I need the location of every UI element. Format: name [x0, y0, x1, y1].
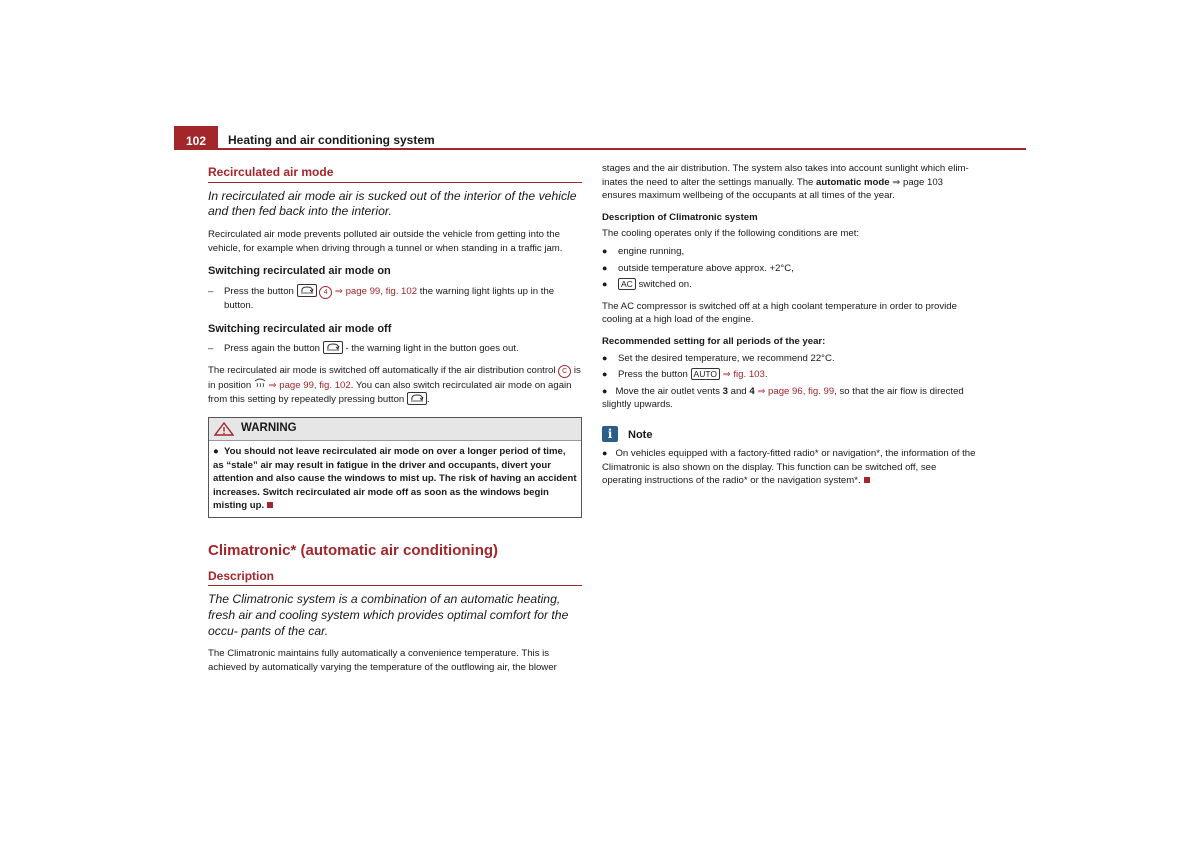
condition-item	[602, 278, 978, 292]
cont-bold: automatic mode	[816, 176, 890, 188]
note-text: On vehicles equipped with a factory-fitted radio* or navigation*, the information of the Climatronic is also shown on the display. This function can be switched off, see operating instructions of the radio* or the navigation system*.	[602, 447, 976, 487]
description-heading: Description	[208, 570, 582, 587]
recommend-post: .	[764, 369, 768, 381]
right-column	[602, 162, 978, 496]
condition-item	[602, 245, 978, 259]
recirculation-icon	[297, 284, 317, 297]
desc-climatronic-heading: Description of Climatronic system	[602, 211, 758, 223]
recommend-xref[interactable]: ⇒ fig. 103	[720, 369, 765, 381]
warning-box	[208, 417, 582, 518]
bullet-marker: ●	[602, 279, 608, 290]
switch-off-post: - the warning light in the button goes out.	[342, 343, 519, 355]
note-header	[602, 426, 978, 444]
warning-body	[209, 441, 581, 517]
recommend-post: , so that the air flow is directed slightly upwards.	[602, 385, 964, 411]
climatronic-heading: Climatronic* (automatic air conditioning)	[208, 541, 499, 559]
bullet-marker: ●	[602, 369, 608, 380]
bullet-marker: ●	[602, 352, 608, 363]
recirc-paragraph: Recirculated air mode prevents polluted air outside the vehicle from getting into the vehicle, for example when driving through a tunnel or when standing in a traffic jam.	[208, 229, 563, 254]
switch-on-xref[interactable]: ⇒ page 99, fig. 102	[334, 285, 418, 297]
warning-text: You should not leave recirculated air mode on over a longer period of time, as “stale” air may result in fatigue in the driver and occupants, divert your attention and also cause the windows to mist up. The risk of having an accident increases. Switch recirculated air mode off as soon as the windows begin misting up.	[213, 445, 577, 512]
recommend-and: and	[727, 385, 750, 397]
switch-on-step	[208, 284, 582, 313]
note-paragraph	[602, 447, 978, 488]
condition-text: outside temperature above approx. +2°C,	[618, 262, 794, 274]
callout-circle: C	[558, 365, 571, 378]
switch-on-post: the warning light lights up in the button.	[224, 285, 555, 311]
dash-marker: –	[208, 285, 214, 297]
auto-off-xref[interactable]: ⇒ page 99, fig. 102	[268, 379, 351, 391]
vent-3: 3	[722, 385, 728, 397]
switch-off-pre: Press again the button	[224, 343, 323, 355]
recommend-pre: Press the button	[618, 369, 691, 381]
recirc-intro: In recirculated air mode air is sucked out of the interior of the vehicle and then fed back into the interior.	[208, 188, 577, 219]
switch-off-step	[208, 341, 582, 356]
dash-marker: –	[208, 343, 214, 355]
warning-title: WARNING	[241, 421, 297, 434]
ac-key: AC	[618, 278, 636, 290]
compressor-paragraph: The AC compressor is switched off at a high coolant temperature in order to provide cooling at a high load of the engine.	[602, 300, 957, 326]
warning-header	[209, 418, 581, 441]
cont-xref[interactable]: ⇒ page 103	[889, 176, 944, 188]
auto-off-paragraph	[208, 364, 582, 407]
callout-circle: 4	[319, 286, 332, 299]
defrost-icon	[254, 380, 266, 391]
recommend-text: Set the desired temperature, we recommend 22°C.	[618, 352, 835, 364]
cont-post: ensures maximum wellbeing of the occupants at all times of the year.	[602, 190, 895, 202]
warning-triangle-icon	[214, 422, 234, 436]
recommend-item	[602, 352, 978, 366]
auto-key: AUTO	[691, 368, 720, 380]
vent-4: 4	[749, 385, 755, 397]
auto-off-end: .	[426, 394, 430, 406]
continuation-paragraph	[602, 162, 978, 203]
auto-off-mid: is in position	[208, 364, 581, 391]
switch-off-heading: Switching recirculated air mode off	[208, 322, 392, 335]
bullet-marker: ●	[602, 385, 608, 396]
end-marker-icon	[267, 502, 273, 508]
switch-on-pre: Press the button	[224, 285, 297, 297]
bullet-marker: ●	[602, 447, 608, 458]
recommend-xref[interactable]: ⇒ page 96, fig. 99	[754, 385, 835, 397]
note-title: Note	[628, 428, 653, 441]
end-marker-icon	[864, 477, 870, 483]
recirculation-icon	[407, 392, 427, 405]
auto-off-post: . You can also switch recirculated air mode on again from this setting by repeatedly pressing button	[208, 379, 572, 406]
recommended-heading: Recommended setting for all periods of the year:	[602, 335, 826, 347]
recirc-heading: Recirculated air mode	[208, 166, 582, 183]
condition-item	[602, 262, 978, 276]
left-column	[208, 162, 582, 683]
recirculation-icon	[323, 341, 343, 354]
bullet-marker: ●	[602, 245, 608, 256]
recommend-item	[602, 385, 978, 412]
conditions-intro: The cooling operates only if the following conditions are met:	[602, 228, 860, 240]
bullet-marker: ●	[602, 262, 608, 273]
running-header-title: Heating and air conditioning system	[228, 133, 435, 147]
description-paragraph: The Climatronic maintains fully automatically a convenience temperature. This is achieved by automatically varying the temperature of the outflowing air, the blower	[208, 648, 557, 674]
recommend-pre: Move the air outlet vents	[615, 385, 723, 397]
condition-text: engine running,	[618, 245, 685, 257]
bullet-marker: ●	[213, 445, 219, 457]
auto-off-pre: The recirculated air mode is switched off automatically if the air distribution control	[208, 364, 559, 376]
ac-text: switched on.	[635, 279, 692, 291]
cont-pre: stages and the air distribution. The system also takes into account sunlight which elim- inates the need to alter the settings manually. The	[602, 163, 969, 188]
switch-on-heading: Switching recirculated air mode on	[208, 265, 391, 278]
recommend-item	[602, 368, 978, 382]
page-number: 102	[174, 126, 218, 150]
header-rule	[174, 148, 1026, 150]
info-icon: i	[602, 426, 618, 442]
description-intro: The Climatronic system is a combination of an automatic heating, fresh air and cooling system which provides optimal comfort for the occu- pants of the car.	[208, 592, 569, 638]
